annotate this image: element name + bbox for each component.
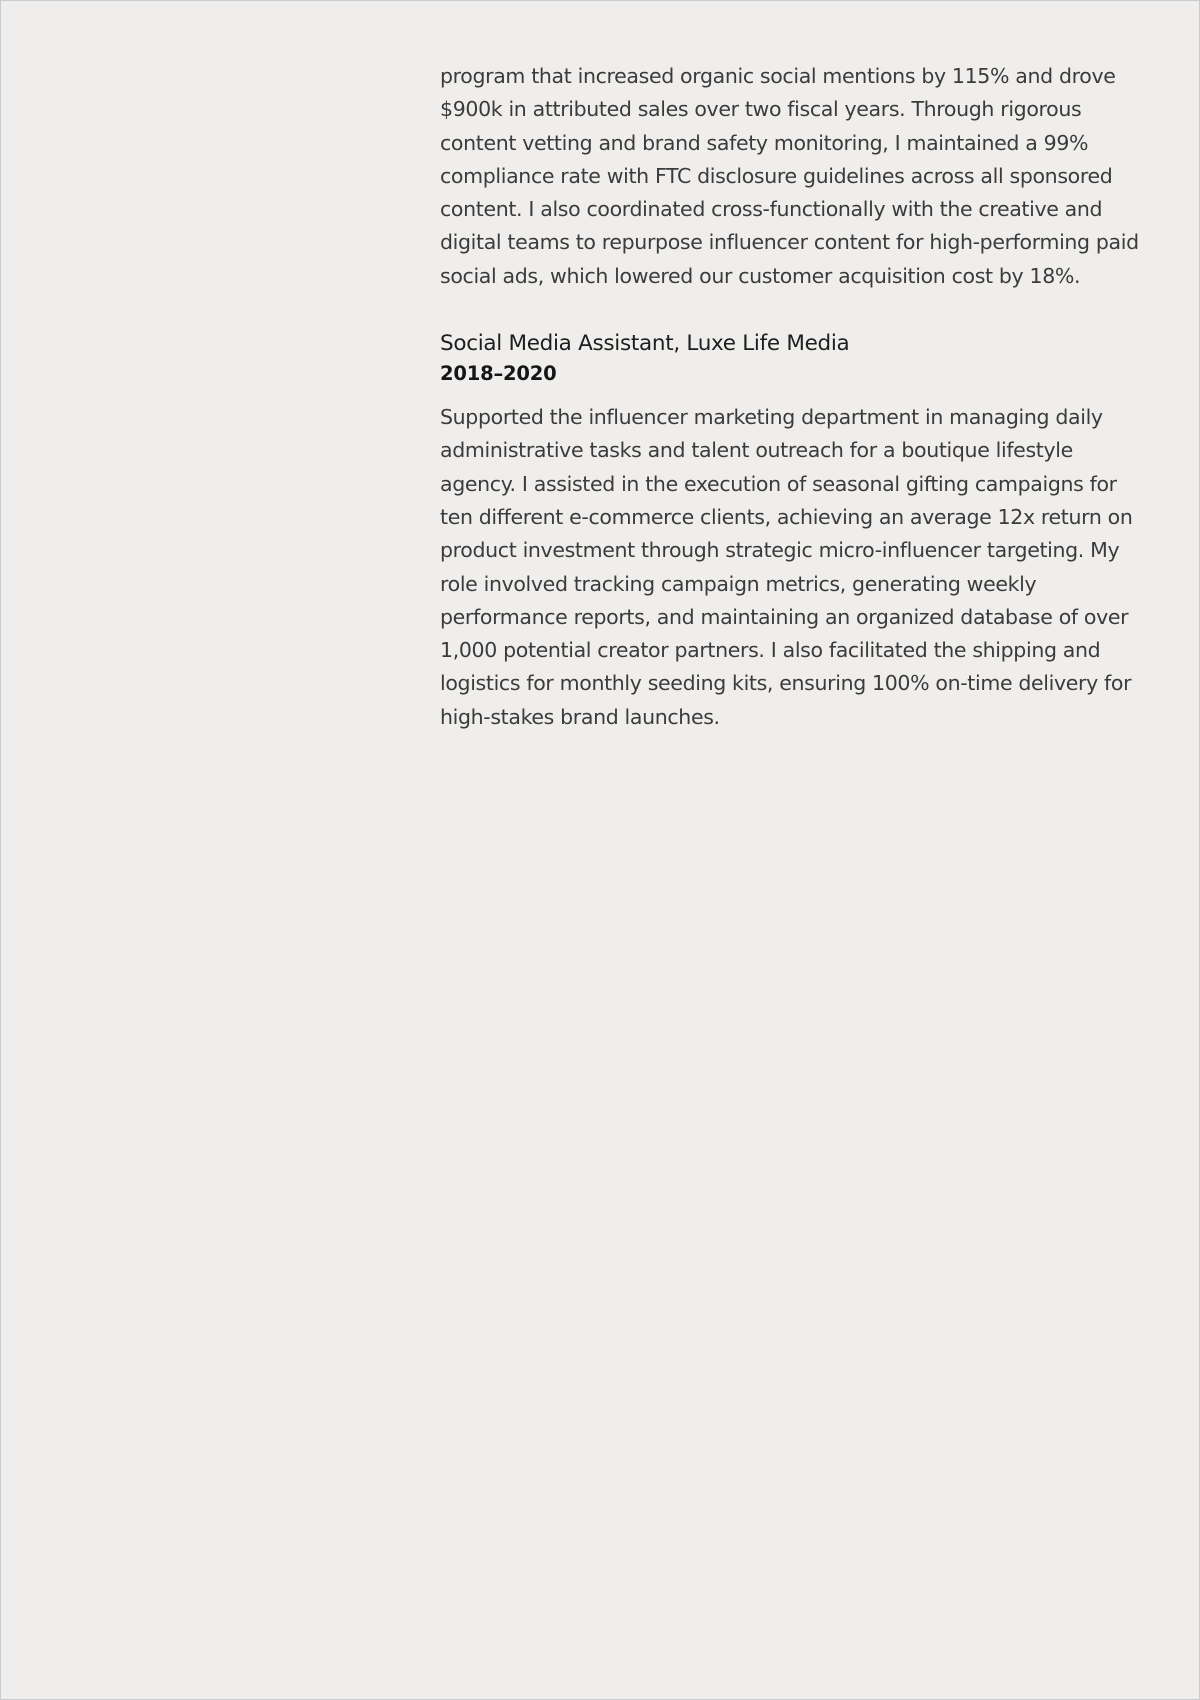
job-title: Social Media Assistant, Luxe Life Media — [440, 331, 850, 357]
job-description: Supported the influencer marketing department in managing daily administrative tasks and talent outreach for a boutique lifestyle agency. I assisted in the execution of seasonal gifting campaigns for ten different e-commerce clients, achieving an average 12x return on product investment through strategic micro-influencer targeting. My role involved tracking campaign metrics, generating weekly performance reports, and maintaining an organized database of over 1,000 potential creator partners. I also facilitated the shipping and logistics for monthly seeding kits, ensuring 100% on-time delivery for high-stakes brand launches. — [440, 405, 1133, 729]
experience-column — [440, 60, 1140, 734]
experience-entry — [440, 329, 1140, 734]
previous-role-description: program that increased organic social mentions by 115% and drove $900k in attributed sales over two fiscal years. Through rigorous content vetting and brand safety monitoring, I maintained a 99% compliance rate with FTC disclosure guidelines across all sponsored content. I also coordinated cross-functionally with the creative and digital teams to repurpose influencer content for high-performing paid social ads, which lowered our customer acquisition cost by 18%. — [440, 64, 1139, 288]
job-dates: 2018–2020 — [440, 362, 557, 386]
